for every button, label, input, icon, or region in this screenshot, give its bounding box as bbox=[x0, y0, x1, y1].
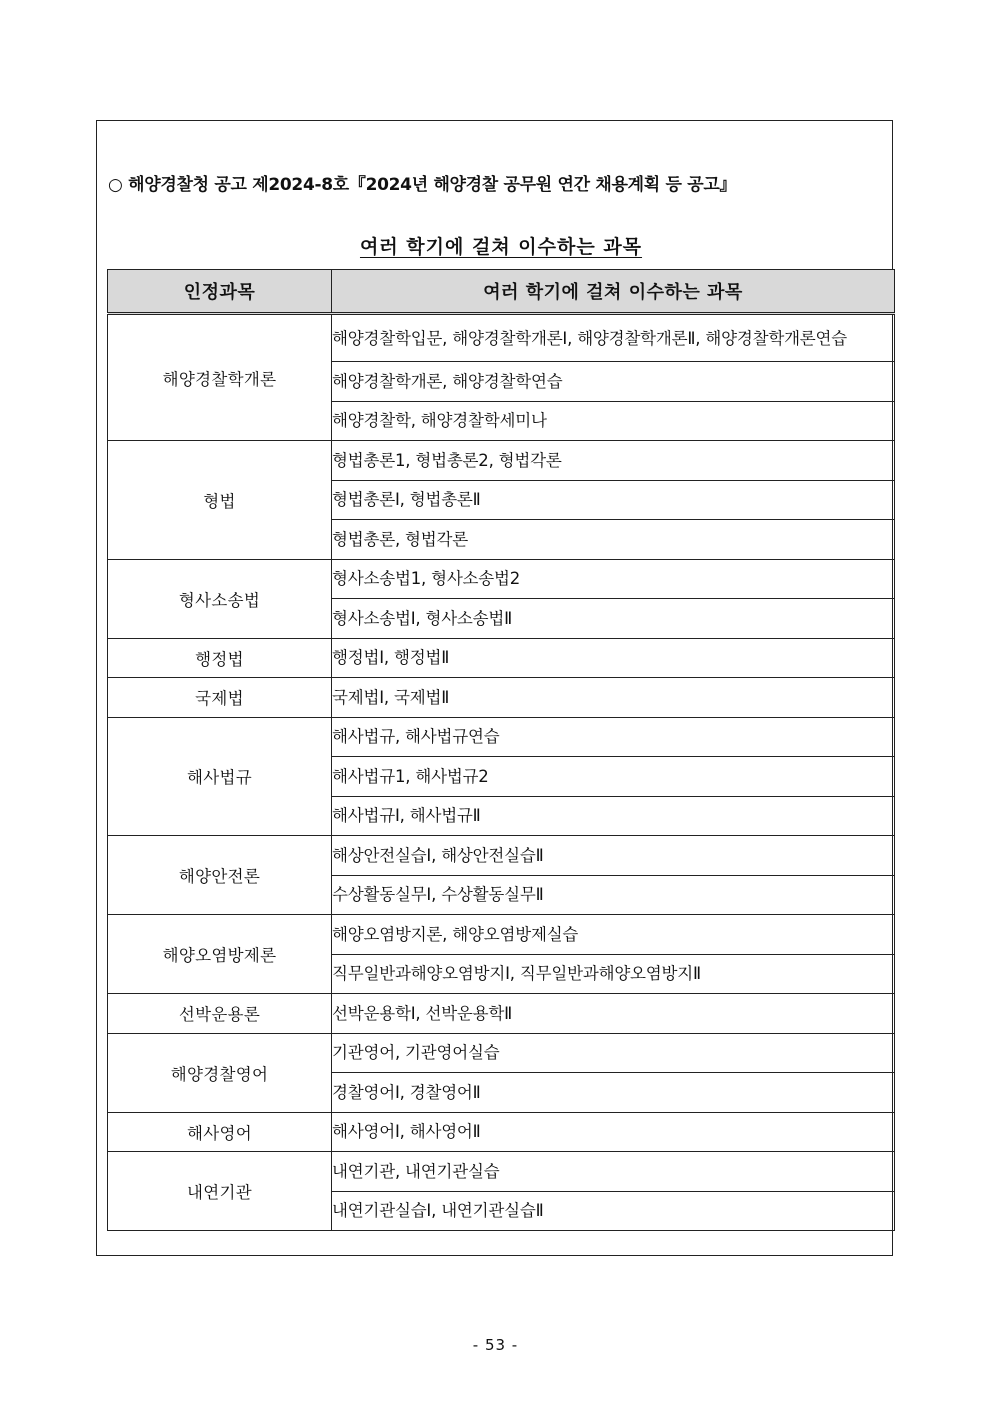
course-cell: 선박운용학Ⅰ, 선박운용학Ⅱ bbox=[332, 994, 895, 1034]
table-row bbox=[108, 638, 895, 678]
course-cell: 해사영어Ⅰ, 해사영어Ⅱ bbox=[332, 1112, 895, 1152]
table-title-wrap bbox=[108, 232, 894, 259]
recognized-subject-cell: 형사소송법 bbox=[108, 559, 332, 638]
course-cell: 행정법Ⅰ, 행정법Ⅱ bbox=[332, 638, 895, 678]
table-row bbox=[108, 915, 895, 955]
table-row bbox=[108, 559, 895, 599]
table-row bbox=[108, 1033, 895, 1073]
course-cell: 형법총론, 형법각론 bbox=[332, 520, 895, 560]
table-row bbox=[108, 314, 895, 362]
recognized-subject-cell: 행정법 bbox=[108, 638, 332, 678]
course-cell: 수상활동실무Ⅰ, 수상활동실무Ⅱ bbox=[332, 875, 895, 915]
table-title: 여러 학기에 걸쳐 이수하는 과목 bbox=[359, 236, 643, 258]
course-cell: 직무일반과해양오염방지Ⅰ, 직무일반과해양오염방지Ⅱ bbox=[332, 954, 895, 994]
recognized-subject-cell: 해양경찰학개론 bbox=[108, 314, 332, 441]
recognized-subject-cell: 형법 bbox=[108, 441, 332, 560]
recognized-subject-cell: 해사영어 bbox=[108, 1112, 332, 1152]
course-cell: 경찰영어Ⅰ, 경찰영어Ⅱ bbox=[332, 1073, 895, 1113]
course-cell: 기관영어, 기관영어실습 bbox=[332, 1033, 895, 1073]
table-row bbox=[108, 1112, 895, 1152]
course-cell: 해사법규, 해사법규연습 bbox=[332, 717, 895, 757]
table-row bbox=[108, 836, 895, 876]
recognized-subject-cell: 국제법 bbox=[108, 678, 332, 718]
table-row bbox=[108, 994, 895, 1034]
course-cell: 형사소송법Ⅰ, 형사소송법Ⅱ bbox=[332, 599, 895, 639]
course-cell: 형법총론Ⅰ, 형법총론Ⅱ bbox=[332, 480, 895, 520]
recognized-subject-cell: 해양안전론 bbox=[108, 836, 332, 915]
course-cell: 해상안전실습Ⅰ, 해상안전실습Ⅱ bbox=[332, 836, 895, 876]
course-cell: 형사소송법1, 형사소송법2 bbox=[332, 559, 895, 599]
table-row bbox=[108, 717, 895, 757]
course-cell: 해양오염방지론, 해양오염방제실습 bbox=[332, 915, 895, 955]
course-cell: 형법총론1, 형법총론2, 형법각론 bbox=[332, 441, 895, 481]
course-cell: 해사법규1, 해사법규2 bbox=[332, 757, 895, 797]
header-recognized-subject: 인정과목 bbox=[108, 270, 332, 314]
table-row bbox=[108, 678, 895, 718]
recognized-subject-cell: 해양오염방제론 bbox=[108, 915, 332, 994]
course-cell: 내연기관, 내연기관실습 bbox=[332, 1152, 895, 1192]
course-cell: 내연기관실습Ⅰ, 내연기관실습Ⅱ bbox=[332, 1191, 895, 1231]
course-cell: 국제법Ⅰ, 국제법Ⅱ bbox=[332, 678, 895, 718]
recognized-subject-cell: 해사법규 bbox=[108, 717, 332, 836]
table-body bbox=[108, 314, 895, 1231]
course-cell: 해양경찰학개론, 해양경찰학연습 bbox=[332, 362, 895, 402]
recognized-subject-cell: 해양경찰영어 bbox=[108, 1033, 332, 1112]
course-cell: 해양경찰학입문, 해양경찰학개론Ⅰ, 해양경찰학개론Ⅱ, 해양경찰학개론연습 bbox=[332, 314, 895, 362]
recognized-subject-cell: 내연기관 bbox=[108, 1152, 332, 1231]
header-multi-semester-courses: 여러 학기에 걸쳐 이수하는 과목 bbox=[332, 270, 895, 314]
course-cell: 해양경찰학, 해양경찰학세미나 bbox=[332, 401, 895, 441]
page-number: - 53 - bbox=[472, 1336, 519, 1354]
recognized-subject-cell: 선박운용론 bbox=[108, 994, 332, 1034]
notice-heading: ○ 해양경찰청 공고 제2024-8호『2024년 해양경찰 공무원 연간 채용계획 등 공고』 bbox=[108, 175, 737, 195]
table-header-row bbox=[108, 270, 895, 314]
table-row bbox=[108, 1152, 895, 1192]
course-cell: 해사법규Ⅰ, 해사법규Ⅱ bbox=[332, 796, 895, 836]
course-table bbox=[107, 269, 895, 1231]
table-row bbox=[108, 441, 895, 481]
